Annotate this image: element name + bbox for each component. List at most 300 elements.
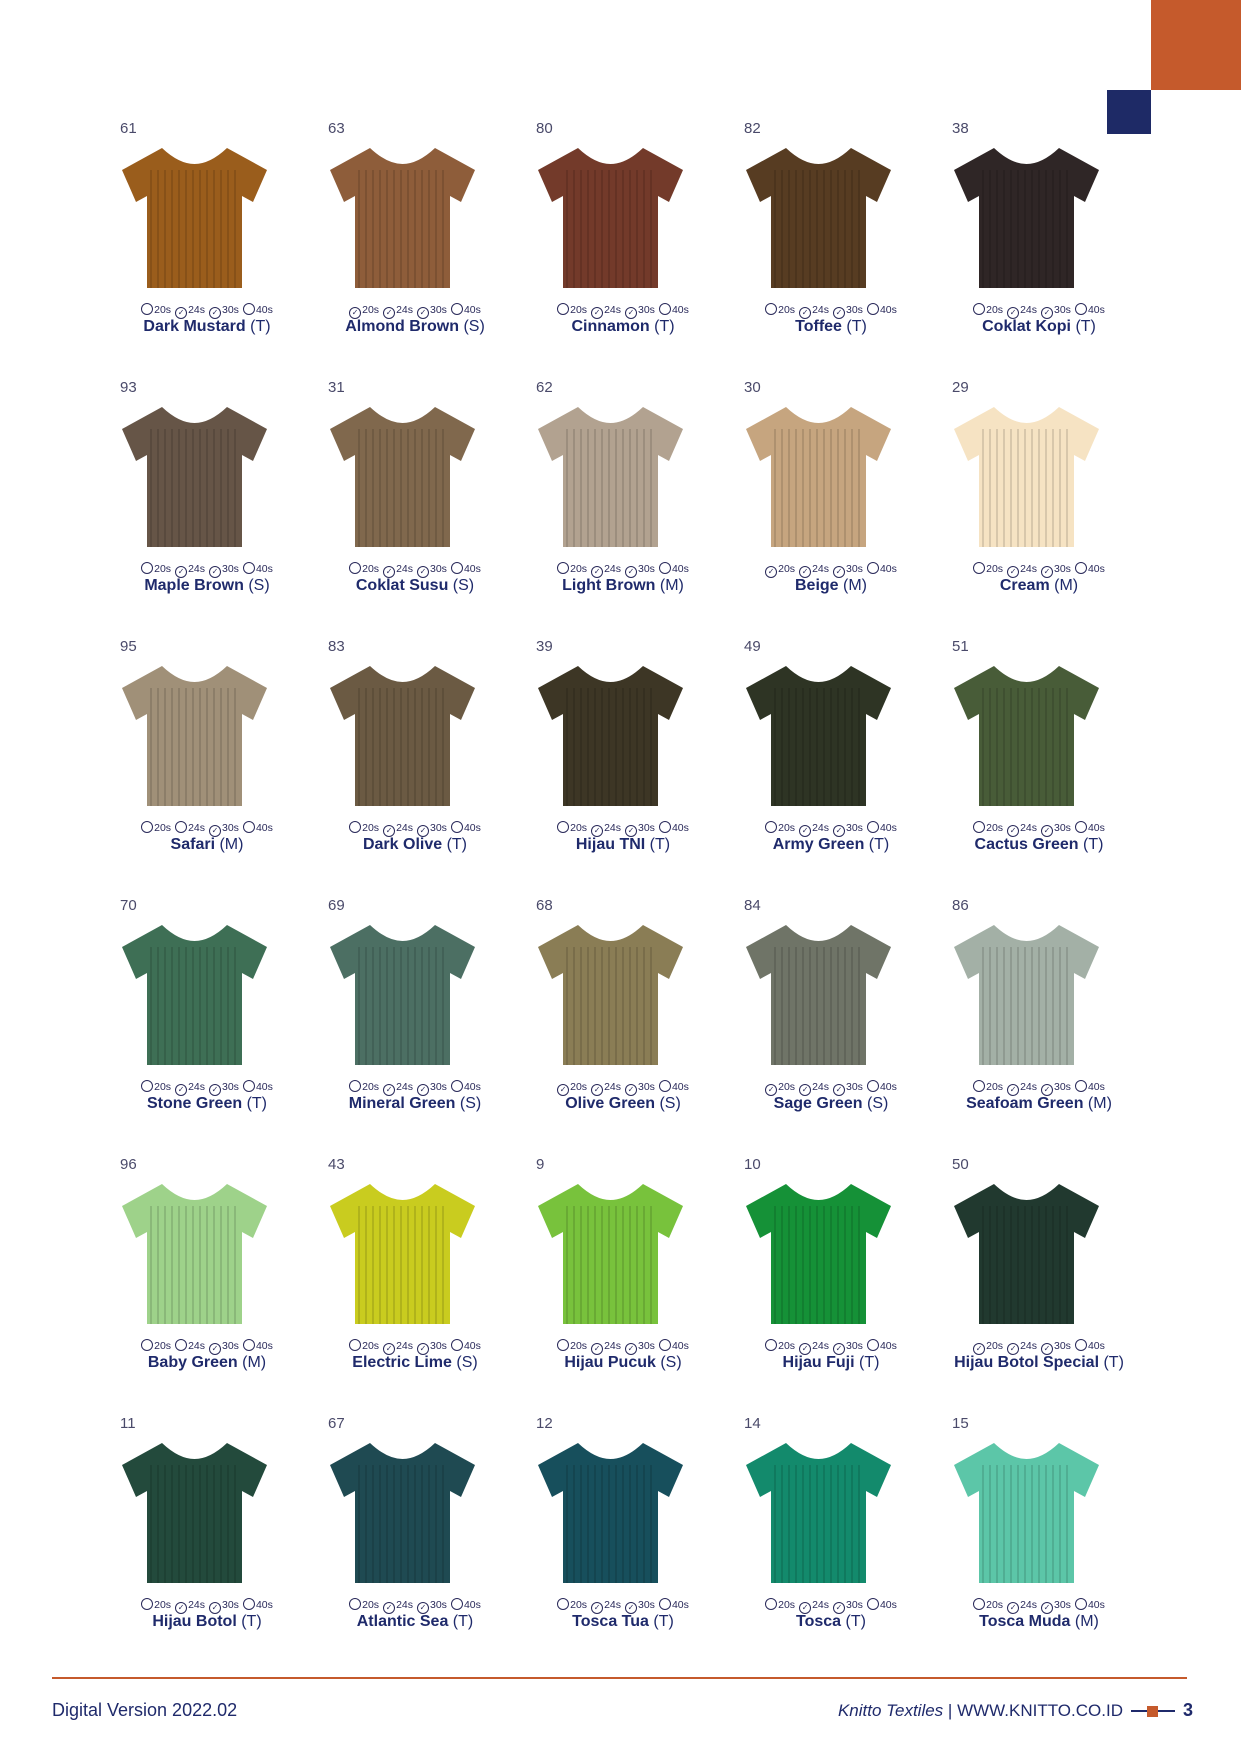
empty-circle-icon <box>141 821 153 833</box>
color-swatch <box>727 887 935 1146</box>
yarn-size-option <box>625 1081 655 1096</box>
checked-circle-icon: ✓ <box>417 307 429 319</box>
color-fit-code: (S) <box>459 1095 482 1112</box>
color-fit-code: (T) <box>1083 836 1104 853</box>
color-swatch <box>311 628 519 887</box>
empty-circle-icon <box>175 821 187 833</box>
yarn-size-label: 40s <box>879 563 897 575</box>
color-fit-code: (T) <box>446 836 468 853</box>
yarn-size-option <box>659 303 689 316</box>
yarn-size-label: 20s <box>778 563 796 575</box>
yarn-size-options <box>935 562 1143 578</box>
yarn-size-label: 30s <box>430 304 447 316</box>
yarn-size-option <box>591 1081 621 1096</box>
tshirt-swatch-icon <box>533 658 688 808</box>
color-name-text: Coklat Susu <box>355 577 449 594</box>
yarn-size-option <box>243 1080 273 1093</box>
yarn-size-option <box>867 1339 897 1352</box>
tshirt-swatch-icon <box>949 658 1104 808</box>
yarn-size-options <box>935 1339 1143 1355</box>
color-fit-code: (T) <box>654 318 675 335</box>
yarn-size-label: 24s <box>604 1599 621 1611</box>
yarn-size-label: 20s <box>986 822 1004 834</box>
yarn-size-option <box>451 821 481 834</box>
tshirt-swatch-icon <box>117 917 272 1067</box>
yarn-size-label: 40s <box>879 1340 897 1352</box>
checked-circle-icon: ✓ <box>417 825 429 837</box>
yarn-size-option <box>973 1080 1003 1093</box>
checked-circle-icon: ✓ <box>175 307 187 319</box>
yarn-size-option <box>209 1081 239 1096</box>
checked-circle-icon: ✓ <box>625 1343 637 1355</box>
color-name <box>519 836 727 854</box>
yarn-size-label: 24s <box>188 304 205 316</box>
yarn-size-option <box>625 304 655 319</box>
yarn-size-label: 40s <box>1087 563 1105 575</box>
yarn-size-options <box>103 821 311 837</box>
color-swatch <box>103 1146 311 1405</box>
color-code: 86 <box>952 897 969 914</box>
swatch-row <box>103 887 1143 1146</box>
yarn-size-option <box>591 563 621 578</box>
checked-circle-icon: ✓ <box>383 307 395 319</box>
yarn-size-option <box>209 563 239 578</box>
yarn-size-options <box>935 821 1143 837</box>
yarn-size-options <box>311 1339 519 1355</box>
yarn-size-option <box>243 562 273 575</box>
color-swatch-grid <box>103 110 1143 1664</box>
yarn-size-option <box>383 1081 413 1096</box>
color-code: 84 <box>744 897 761 914</box>
yarn-size-option <box>141 562 171 575</box>
yarn-size-option <box>141 821 171 834</box>
empty-circle-icon <box>973 821 985 833</box>
yarn-size-label: 24s <box>604 304 621 316</box>
yarn-size-label: 20s <box>778 822 796 834</box>
tshirt-swatch-icon <box>117 658 272 808</box>
yarn-size-label: 30s <box>846 1081 863 1093</box>
color-name <box>519 318 727 336</box>
color-fit-code: (T) <box>452 1613 474 1630</box>
checked-circle-icon: ✓ <box>591 566 603 578</box>
color-name-text: Maple Brown <box>144 577 244 594</box>
checked-circle-icon: ✓ <box>799 566 811 578</box>
yarn-size-options <box>727 303 935 319</box>
empty-circle-icon <box>349 1598 361 1610</box>
color-name <box>311 1095 519 1113</box>
color-name-text: Safari <box>170 836 216 853</box>
yarn-size-option <box>557 1339 587 1352</box>
color-name-text: Dark Mustard <box>143 318 246 335</box>
yarn-size-label: 20s <box>778 304 796 316</box>
color-name-text: Stone Green <box>146 1095 243 1112</box>
empty-circle-icon <box>867 1598 879 1610</box>
empty-circle-icon <box>557 1339 569 1351</box>
yarn-size-option <box>833 1340 863 1355</box>
yarn-size-option <box>349 1598 379 1611</box>
yarn-size-option <box>591 304 621 319</box>
page-marker-icon <box>1131 1704 1175 1718</box>
color-code: 11 <box>120 1415 136 1432</box>
yarn-size-label: 20s <box>154 1081 172 1093</box>
color-name-text: Cream <box>999 577 1050 594</box>
yarn-size-label: 20s <box>154 822 172 834</box>
yarn-size-option <box>243 303 273 316</box>
yarn-size-option <box>1007 1081 1037 1096</box>
yarn-size-label: 30s <box>1054 563 1071 575</box>
yarn-size-option <box>625 1599 655 1614</box>
color-swatch <box>311 110 519 369</box>
color-name <box>311 1613 519 1631</box>
color-code: 95 <box>120 638 137 655</box>
color-name-text: Beige <box>794 577 839 594</box>
yarn-size-option <box>1041 1081 1071 1096</box>
color-swatch <box>311 887 519 1146</box>
color-swatch <box>519 887 727 1146</box>
yarn-size-label: 40s <box>1087 1081 1105 1093</box>
checked-circle-icon: ✓ <box>557 1084 569 1096</box>
yarn-size-option <box>175 563 205 578</box>
yarn-size-option <box>659 562 689 575</box>
yarn-size-option <box>1007 1340 1037 1355</box>
tshirt-swatch-icon <box>741 917 896 1067</box>
yarn-size-option <box>799 1340 829 1355</box>
yarn-size-options <box>519 562 727 578</box>
checked-circle-icon: ✓ <box>1041 825 1053 837</box>
yarn-size-label: 40s <box>1087 1599 1105 1611</box>
empty-circle-icon <box>973 303 985 315</box>
tshirt-swatch-icon <box>533 140 688 290</box>
yarn-size-label: 30s <box>430 563 447 575</box>
yarn-size-label: 30s <box>430 1081 447 1093</box>
yarn-size-options <box>727 1080 935 1096</box>
color-name <box>935 1095 1143 1113</box>
yarn-size-label: 30s <box>638 304 655 316</box>
yarn-size-label: 20s <box>986 1340 1004 1352</box>
checked-circle-icon: ✓ <box>383 566 395 578</box>
color-name <box>727 836 935 854</box>
yarn-size-label: 24s <box>812 1599 829 1611</box>
color-swatch <box>311 1405 519 1664</box>
color-swatch <box>727 628 935 887</box>
yarn-size-label: 24s <box>1020 1340 1037 1352</box>
color-code: 10 <box>744 1156 761 1173</box>
color-swatch <box>519 1405 727 1664</box>
checked-circle-icon: ✓ <box>833 1602 845 1614</box>
yarn-size-option <box>175 1081 205 1096</box>
yarn-size-label: 40s <box>671 304 689 316</box>
yarn-size-option <box>557 1598 587 1611</box>
swatch-row <box>103 628 1143 887</box>
checked-circle-icon: ✓ <box>765 566 777 578</box>
swatch-row <box>103 369 1143 628</box>
yarn-size-label: 24s <box>604 822 621 834</box>
yarn-size-label: 40s <box>463 1599 481 1611</box>
empty-circle-icon <box>141 1339 153 1351</box>
yarn-size-options <box>311 821 519 837</box>
checked-circle-icon: ✓ <box>383 1602 395 1614</box>
empty-circle-icon <box>557 1598 569 1610</box>
color-name <box>103 577 311 595</box>
yarn-size-options <box>727 1339 935 1355</box>
yarn-size-option <box>833 822 863 837</box>
empty-circle-icon <box>243 1598 255 1610</box>
color-swatch <box>103 110 311 369</box>
yarn-size-options <box>103 562 311 578</box>
checked-circle-icon: ✓ <box>833 307 845 319</box>
yarn-size-option <box>141 1080 171 1093</box>
yarn-size-label: 24s <box>604 1340 621 1352</box>
yarn-size-option <box>383 563 413 578</box>
color-fit-code: (M) <box>843 577 867 594</box>
yarn-size-label: 20s <box>570 822 588 834</box>
yarn-size-label: 20s <box>362 822 380 834</box>
yarn-size-label: 24s <box>1020 304 1037 316</box>
empty-circle-icon <box>451 821 463 833</box>
yarn-size-label: 40s <box>1087 304 1105 316</box>
yarn-size-label: 20s <box>778 1599 796 1611</box>
color-name-text: Tosca Tua <box>572 1613 649 1630</box>
yarn-size-option <box>833 1081 863 1096</box>
yarn-size-options <box>935 1598 1143 1614</box>
yarn-size-label: 30s <box>1054 1081 1071 1093</box>
empty-circle-icon <box>1075 303 1087 315</box>
color-name <box>103 1095 311 1113</box>
color-swatch <box>519 628 727 887</box>
color-swatch <box>727 369 935 628</box>
color-name-text: Toffee <box>795 318 842 335</box>
yarn-size-options <box>935 1080 1143 1096</box>
color-name <box>103 1613 311 1631</box>
yarn-size-option <box>867 1598 897 1611</box>
color-code: 15 <box>952 1415 969 1432</box>
yarn-size-label: 40s <box>255 1340 273 1352</box>
checked-circle-icon: ✓ <box>1041 1602 1053 1614</box>
yarn-size-option <box>973 821 1003 834</box>
color-swatch <box>727 1146 935 1405</box>
yarn-size-label: 24s <box>396 563 413 575</box>
yarn-size-option <box>973 562 1003 575</box>
yarn-size-label: 24s <box>188 1599 205 1611</box>
empty-circle-icon <box>243 303 255 315</box>
yarn-size-label: 20s <box>362 1081 380 1093</box>
color-name-text: Electric Lime <box>352 1354 452 1371</box>
checked-circle-icon: ✓ <box>383 1084 395 1096</box>
yarn-size-option <box>209 1599 239 1614</box>
yarn-size-option <box>1075 1598 1105 1611</box>
yarn-size-option <box>209 822 239 837</box>
yarn-size-label: 40s <box>463 304 481 316</box>
yarn-size-option <box>557 562 587 575</box>
swatch-row <box>103 1146 1143 1405</box>
color-swatch <box>935 1405 1143 1664</box>
yarn-size-option <box>417 563 447 578</box>
yarn-size-option <box>451 562 481 575</box>
yarn-size-label: 30s <box>222 822 239 834</box>
empty-circle-icon <box>659 821 671 833</box>
checked-circle-icon: ✓ <box>799 307 811 319</box>
color-fit-code: (S) <box>248 577 270 594</box>
checked-circle-icon: ✓ <box>591 1602 603 1614</box>
footer-version: Digital Version 2022.02 <box>52 1700 238 1720</box>
tshirt-swatch-icon <box>949 140 1104 290</box>
yarn-size-label: 24s <box>812 1340 829 1352</box>
yarn-size-label: 40s <box>879 822 897 834</box>
yarn-size-option <box>383 304 413 319</box>
empty-circle-icon <box>765 303 777 315</box>
empty-circle-icon <box>451 303 463 315</box>
color-fit-code: (T) <box>868 836 890 853</box>
yarn-size-options <box>519 1598 727 1614</box>
checked-circle-icon: ✓ <box>1007 566 1019 578</box>
yarn-size-label: 40s <box>671 1599 689 1611</box>
yarn-size-option <box>417 1599 447 1614</box>
footer-right <box>838 1700 1193 1721</box>
yarn-size-label: 24s <box>188 1340 205 1352</box>
tshirt-swatch-icon <box>117 1435 272 1585</box>
color-fit-code: (M) <box>659 577 684 594</box>
yarn-size-options <box>519 821 727 837</box>
tshirt-swatch-icon <box>741 399 896 549</box>
color-fit-code: (T) <box>246 1095 268 1112</box>
yarn-size-option <box>973 1340 1003 1355</box>
yarn-size-label: 30s <box>430 1599 447 1611</box>
color-swatch <box>103 369 311 628</box>
yarn-size-option <box>175 1599 205 1614</box>
empty-circle-icon <box>1075 1080 1087 1092</box>
yarn-size-label: 20s <box>362 563 380 575</box>
color-name <box>519 1613 727 1631</box>
color-swatch <box>519 110 727 369</box>
yarn-size-options <box>103 1080 311 1096</box>
checked-circle-icon: ✓ <box>591 825 603 837</box>
checked-circle-icon: ✓ <box>349 307 361 319</box>
yarn-size-label: 24s <box>396 1340 413 1352</box>
yarn-size-label: 30s <box>1054 1340 1071 1352</box>
checked-circle-icon: ✓ <box>1041 1343 1053 1355</box>
color-fit-code: (S) <box>456 1354 478 1371</box>
yarn-size-option <box>765 821 795 834</box>
swatch-row <box>103 110 1143 369</box>
yarn-size-label: 30s <box>638 1599 655 1611</box>
color-code: 29 <box>952 379 969 396</box>
color-fit-code: (S) <box>867 1095 889 1112</box>
yarn-size-option <box>799 304 829 319</box>
color-name <box>935 1354 1143 1372</box>
yarn-size-option <box>1041 822 1071 837</box>
yarn-size-option <box>417 1081 447 1096</box>
color-swatch <box>727 110 935 369</box>
yarn-size-label: 30s <box>638 563 655 575</box>
yarn-size-label: 20s <box>570 1340 588 1352</box>
yarn-size-option <box>209 304 239 319</box>
yarn-size-option <box>349 1339 379 1352</box>
checked-circle-icon: ✓ <box>175 1602 187 1614</box>
yarn-size-option <box>209 1340 239 1355</box>
checked-circle-icon: ✓ <box>175 1084 187 1096</box>
color-fit-code: (M) <box>219 836 244 853</box>
yarn-size-option <box>1041 304 1071 319</box>
color-name <box>727 1613 935 1631</box>
checked-circle-icon: ✓ <box>973 1343 985 1355</box>
checked-circle-icon: ✓ <box>833 1084 845 1096</box>
yarn-size-option <box>175 304 205 319</box>
yarn-size-label: 30s <box>1054 1599 1071 1611</box>
empty-circle-icon <box>141 303 153 315</box>
yarn-size-label: 20s <box>362 304 380 316</box>
yarn-size-option <box>383 1599 413 1614</box>
color-name <box>311 836 519 854</box>
color-code: 43 <box>328 1156 345 1173</box>
yarn-size-option <box>1075 1080 1105 1093</box>
yarn-size-label: 20s <box>986 1081 1004 1093</box>
checked-circle-icon: ✓ <box>209 1343 221 1355</box>
yarn-size-options <box>311 1598 519 1614</box>
checked-circle-icon: ✓ <box>591 1343 603 1355</box>
color-fit-code: (T) <box>250 318 271 335</box>
color-code: 82 <box>744 120 761 137</box>
yarn-size-label: 40s <box>255 304 273 316</box>
color-swatch <box>103 628 311 887</box>
yarn-size-option <box>973 1598 1003 1611</box>
yarn-size-label: 24s <box>604 563 621 575</box>
yarn-size-label: 24s <box>396 822 413 834</box>
yarn-size-label: 40s <box>671 1081 689 1093</box>
yarn-size-option <box>765 1081 795 1096</box>
empty-circle-icon <box>867 562 879 574</box>
yarn-size-option <box>591 1340 621 1355</box>
empty-circle-icon <box>867 303 879 315</box>
yarn-size-label: 30s <box>430 1340 447 1352</box>
tshirt-swatch-icon <box>325 140 480 290</box>
yarn-size-option <box>591 822 621 837</box>
tshirt-swatch-icon <box>741 658 896 808</box>
yarn-size-label: 40s <box>879 1599 897 1611</box>
checked-circle-icon: ✓ <box>625 825 637 837</box>
yarn-size-label: 40s <box>1087 1340 1105 1352</box>
color-name-text: Cactus Green <box>974 836 1079 853</box>
tshirt-swatch-icon <box>325 399 480 549</box>
empty-circle-icon <box>349 1339 361 1351</box>
color-name <box>727 577 935 595</box>
tshirt-swatch-icon <box>117 140 272 290</box>
yarn-size-option <box>1041 563 1071 578</box>
yarn-size-label: 24s <box>396 1081 413 1093</box>
color-name <box>311 1354 519 1372</box>
corner-accent-orange <box>1151 0 1241 90</box>
yarn-size-option <box>625 1340 655 1355</box>
yarn-size-option <box>659 1080 689 1093</box>
yarn-size-label: 24s <box>1020 1081 1037 1093</box>
empty-circle-icon <box>973 1598 985 1610</box>
yarn-size-label: 20s <box>570 563 588 575</box>
yarn-size-option <box>799 563 829 578</box>
checked-circle-icon: ✓ <box>209 825 221 837</box>
empty-circle-icon <box>557 821 569 833</box>
yarn-size-option <box>625 563 655 578</box>
yarn-size-label: 24s <box>604 1081 621 1093</box>
empty-circle-icon <box>659 303 671 315</box>
tshirt-swatch-icon <box>325 917 480 1067</box>
tshirt-swatch-icon <box>117 1176 272 1326</box>
color-name-text: Hijau TNI <box>575 836 646 853</box>
yarn-size-label: 30s <box>222 1340 239 1352</box>
yarn-size-label: 24s <box>188 1081 205 1093</box>
yarn-size-label: 24s <box>396 304 413 316</box>
yarn-size-label: 30s <box>638 1081 655 1093</box>
color-name-text: Tosca <box>796 1613 842 1630</box>
checked-circle-icon: ✓ <box>799 1084 811 1096</box>
